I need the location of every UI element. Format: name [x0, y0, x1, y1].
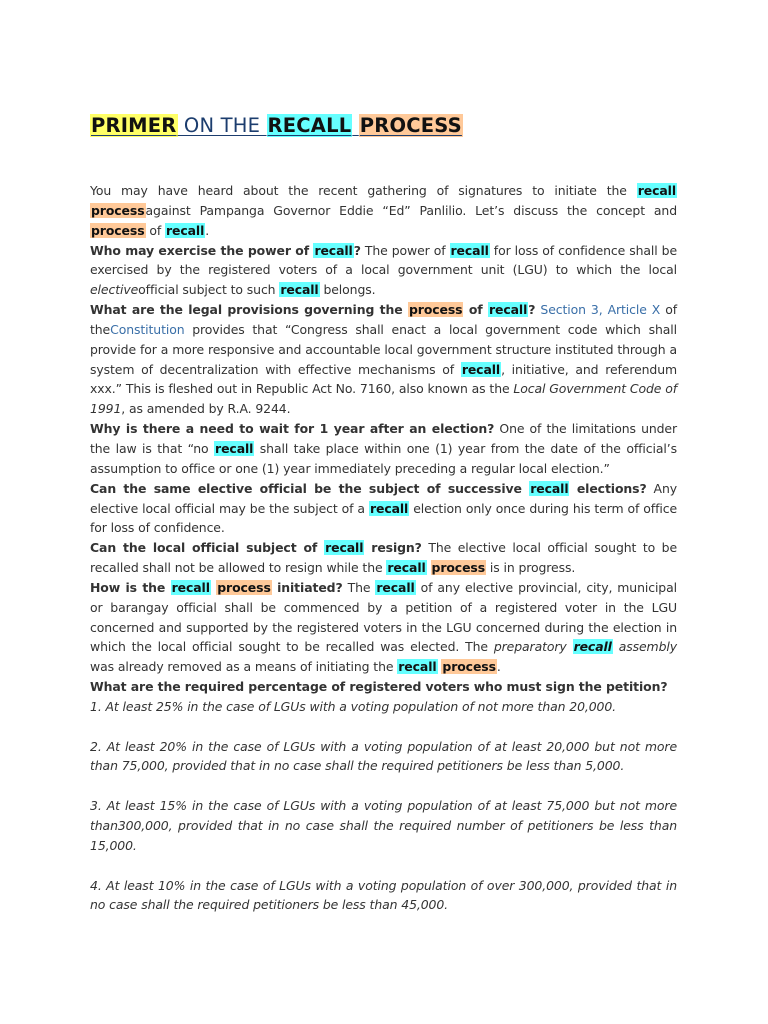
- keyword-recall: recall: [530, 480, 569, 496]
- keyword-recall: recall: [489, 302, 528, 318]
- percentage-list: [90, 697, 677, 915]
- text-segment: You may have heard about the recent gathering of signatures to initiate the: [90, 183, 637, 198]
- title-space: [352, 114, 358, 137]
- title-word-on-the: ON THE: [177, 114, 267, 137]
- answer-text: of any elective provincial, city, municipal or barangay official shall be commenced by a petition of a registered voter in the LGU concerned and supported by the registered voters in the LGU concerned during the election in which the local official sought to be recalled was elected. The: [90, 579, 677, 655]
- answer-text: .: [496, 659, 501, 675]
- answer-text: One of the limitations under the law is that “no: [90, 421, 677, 456]
- answer-text: shall take place within one (1) year from the date of the official’s assumption to office or one (1) year immediately preceding a regular local election.”: [90, 440, 677, 476]
- question-required-percentage: What are the required percentage of registered voters who must sign the petition?: [90, 679, 668, 695]
- keyword-recall: recall: [450, 242, 489, 258]
- qa-block-initiated: [90, 578, 677, 677]
- list-item: 2. At least 20% in the case of LGUs with a voting population of at least 20,000 but not more than 75,000, provided that in no case shall the required petitioners be less than 5,000.: [90, 738, 677, 774]
- keyword-process: process: [91, 222, 145, 238]
- question-text: Can the local official subject of: [90, 540, 325, 556]
- keyword-recall: recall: [325, 540, 364, 556]
- keyword-recall: recall: [280, 282, 319, 298]
- answer-text: The: [342, 579, 376, 595]
- list-item: 4. At least 10% in the case of LGUs with a voting population of over 300,000, provided that in no case shall the required petitioners be less than 45,000.: [90, 877, 677, 913]
- answer-text: is in progress.: [486, 560, 576, 576]
- question-text: of: [463, 302, 488, 318]
- question-heading: [90, 580, 343, 595]
- qa-block-successive-recall: [90, 479, 677, 539]
- keyword-recall: recall: [637, 183, 676, 198]
- list-item: 3. At least 15% in the case of LGUs with a voting population of at least 75,000 but not more than300,000, provided that in no case shall the required number of petitioners be less than 15,000.: [90, 798, 677, 853]
- answer-text-italic: preparatory: [493, 639, 573, 655]
- document-body: [90, 181, 677, 915]
- answer-text: The elective local official sought to be recalled shall not be allowed to resign while the: [90, 540, 677, 576]
- question-text: Who may exercise the power of: [90, 242, 314, 258]
- question-text: Can the same elective official be the subject of successive: [90, 480, 530, 496]
- text-segment: .: [205, 222, 210, 238]
- keyword-process: process: [217, 579, 271, 595]
- question-heading: Why is there a need to wait for 1 year after an election?: [90, 421, 495, 437]
- answer-text: Any elective local official may be the subject of a: [90, 480, 678, 516]
- question-heading: [90, 243, 361, 258]
- document-title: [90, 114, 463, 137]
- answer-text: , as amended by R.A. 9244.: [121, 401, 291, 417]
- keyword-recall: recall: [369, 500, 409, 516]
- keyword-process: process: [442, 659, 496, 675]
- link-section-3-article-x[interactable]: Section 3, Article X: [540, 302, 661, 318]
- title-word-recall: RECALL: [267, 114, 352, 137]
- title-word-process: PROCESS: [359, 114, 462, 137]
- question-text: initiated?: [271, 579, 343, 595]
- text-segment: of: [145, 222, 165, 238]
- keyword-process: process: [431, 560, 486, 576]
- intro-paragraph: [90, 181, 677, 241]
- question-heading: [90, 540, 422, 555]
- title-word-primer: PRIMER: [91, 114, 177, 137]
- qa-block-resign: [90, 538, 677, 578]
- answer-text: of the: [90, 302, 678, 337]
- keyword-recall: recall: [387, 560, 426, 576]
- keyword-process: process: [408, 302, 463, 318]
- keyword-recall: recall: [171, 579, 210, 595]
- keyword-recall: recall: [215, 440, 254, 456]
- answer-text-italic: assembly: [612, 639, 677, 655]
- answer-text: election only once during his term of office for loss of confidence.: [90, 500, 677, 536]
- link-constitution[interactable]: Constitution: [110, 321, 185, 337]
- answer-text-italic: Local Government Code of 1991: [90, 381, 677, 417]
- question-text: elections?: [569, 480, 647, 496]
- keyword-recall: recall: [314, 242, 353, 258]
- qa-block-wait-one-year: [90, 419, 677, 479]
- answer-text: , initiative, and referendum xxx.” This is fleshed out in Republic Act No. 7160, also known as the: [90, 361, 677, 397]
- keyword-recall: recall: [461, 361, 501, 377]
- answer-text: The power of: [360, 242, 450, 258]
- question-text: ?: [528, 302, 536, 318]
- answer-text: for loss of confidence shall be exercised by the registered voters of a local government unit (LGU) to which the local: [90, 242, 677, 278]
- text-segment: against Pampanga Governor Eddie “Ed” Panlilio. Let’s discuss the concept and: [145, 202, 677, 218]
- question-heading: [90, 481, 647, 496]
- question-text: What are the legal provisions governing the: [90, 302, 408, 318]
- question-text: How is the: [90, 579, 171, 595]
- keyword-process: process: [91, 202, 145, 218]
- keyword-recall: recall: [376, 579, 415, 595]
- keyword-recall-italic: recall: [573, 639, 612, 655]
- list-item: 1. At least 25% in the case of LGUs with a voting population of not more than 20,000.: [90, 698, 617, 714]
- qa-block-who-may-exercise: [90, 241, 677, 301]
- question-text: resign?: [364, 540, 422, 556]
- answer-text: provides that “Congress shall enact a local government code which shall provide for a more responsive and accountable local government structure instituted through a system of decentralization with effective mechanisms of: [90, 321, 677, 377]
- answer-text-italic: elective: [90, 282, 139, 298]
- keyword-recall: recall: [398, 659, 437, 675]
- answer-text: was already removed as a means of initiating the: [90, 659, 398, 675]
- answer-text: belongs.: [319, 282, 376, 298]
- question-heading: [90, 302, 535, 317]
- question-text: ?: [353, 242, 361, 258]
- qa-block-legal-provisions: [90, 300, 677, 419]
- answer-text: official subject to such: [138, 282, 280, 298]
- keyword-recall: recall: [166, 222, 205, 238]
